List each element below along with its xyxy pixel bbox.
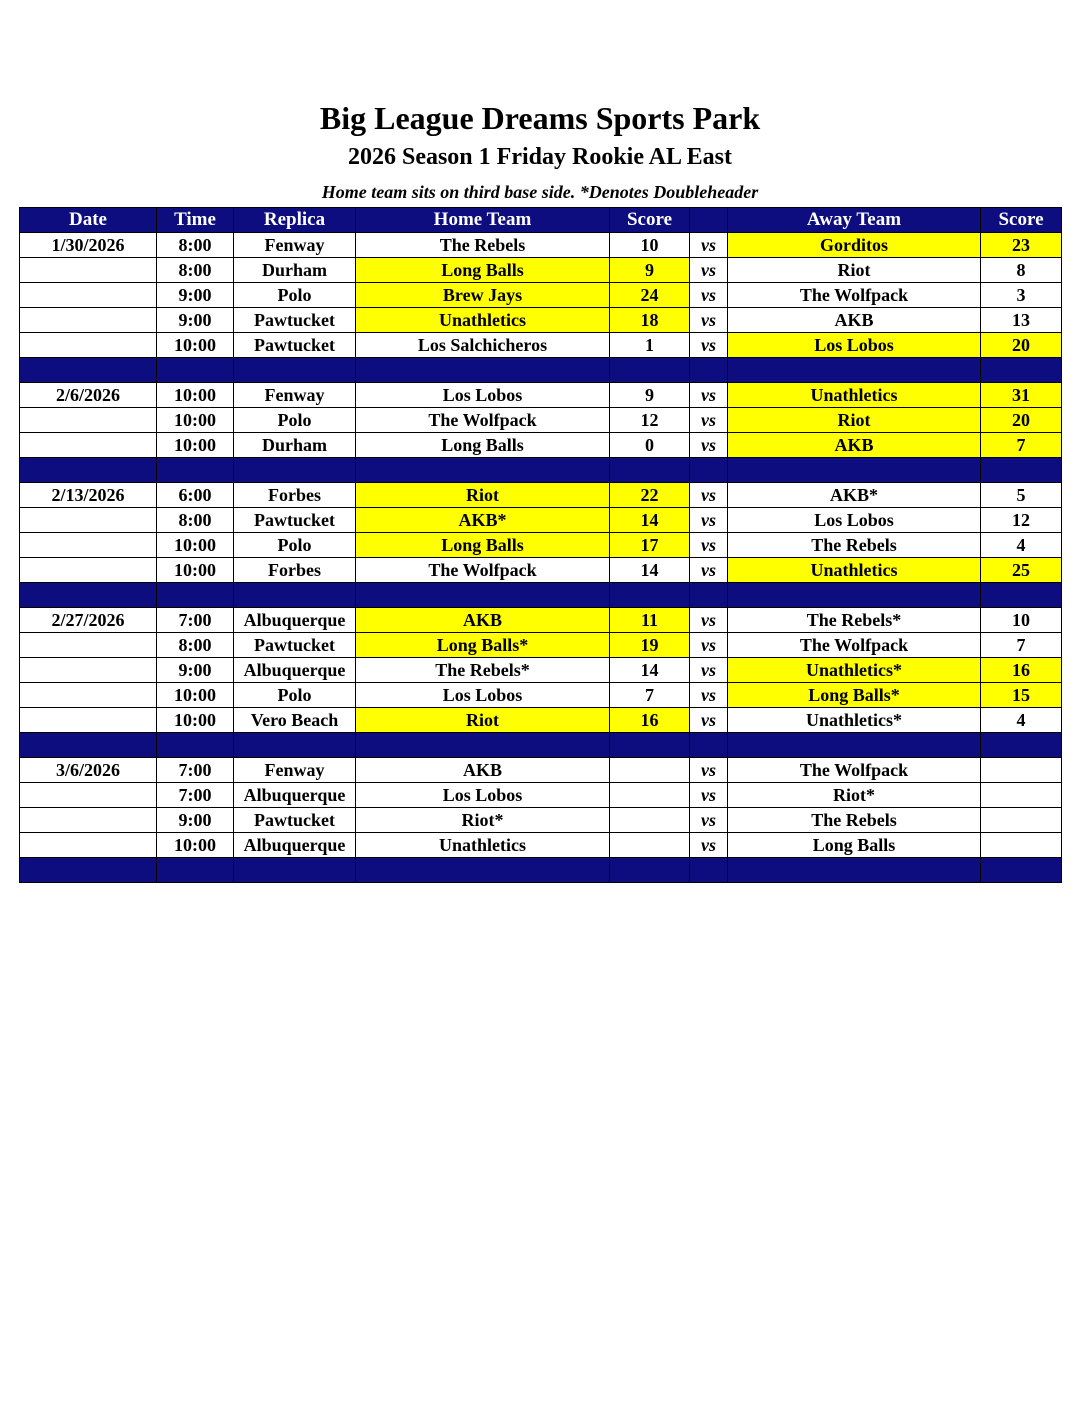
game-replica: Albuquerque xyxy=(234,783,356,808)
game-time: 10:00 xyxy=(157,558,234,583)
vs-label: vs xyxy=(690,608,728,633)
home-score: 16 xyxy=(610,708,690,733)
separator-cell xyxy=(20,858,157,883)
schedule-table xyxy=(19,207,1062,883)
away-team: The Rebels xyxy=(728,533,981,558)
vs-label: vs xyxy=(690,533,728,558)
separator-cell xyxy=(356,858,610,883)
game-replica: Fenway xyxy=(234,383,356,408)
vs-label: vs xyxy=(690,283,728,308)
away-team: Riot* xyxy=(728,783,981,808)
away-score: 20 xyxy=(981,333,1062,358)
separator-cell xyxy=(356,583,610,608)
col-date: Date xyxy=(20,208,157,233)
week-separator xyxy=(20,733,1062,758)
col-home-score: Score xyxy=(610,208,690,233)
away-team: Los Lobos xyxy=(728,508,981,533)
game-row xyxy=(20,383,1062,408)
game-date xyxy=(20,258,157,283)
game-date xyxy=(20,283,157,308)
game-row xyxy=(20,533,1062,558)
separator-cell xyxy=(610,458,690,483)
vs-label: vs xyxy=(690,433,728,458)
separator-cell xyxy=(20,733,157,758)
game-time: 9:00 xyxy=(157,808,234,833)
vs-label: vs xyxy=(690,383,728,408)
game-row xyxy=(20,308,1062,333)
game-replica: Albuquerque xyxy=(234,658,356,683)
home-score: 14 xyxy=(610,658,690,683)
game-date xyxy=(20,658,157,683)
game-replica: Polo xyxy=(234,283,356,308)
game-replica: Forbes xyxy=(234,558,356,583)
away-team: Long Balls* xyxy=(728,683,981,708)
separator-cell xyxy=(690,733,728,758)
col-home-team: Home Team xyxy=(356,208,610,233)
separator-cell xyxy=(157,358,234,383)
home-score: 11 xyxy=(610,608,690,633)
away-score: 4 xyxy=(981,533,1062,558)
game-date xyxy=(20,808,157,833)
game-time: 9:00 xyxy=(157,658,234,683)
home-score: 14 xyxy=(610,508,690,533)
col-away-score: Score xyxy=(981,208,1062,233)
separator-cell xyxy=(234,583,356,608)
home-team: AKB* xyxy=(356,508,610,533)
game-replica: Pawtucket xyxy=(234,308,356,333)
away-team: The Wolfpack xyxy=(728,758,981,783)
game-row xyxy=(20,608,1062,633)
home-team: The Rebels xyxy=(356,233,610,258)
game-row xyxy=(20,683,1062,708)
separator-cell xyxy=(610,358,690,383)
separator-cell xyxy=(690,458,728,483)
vs-label: vs xyxy=(690,508,728,533)
away-score xyxy=(981,783,1062,808)
game-row xyxy=(20,833,1062,858)
game-time: 10:00 xyxy=(157,833,234,858)
separator-cell xyxy=(20,583,157,608)
home-team: Long Balls* xyxy=(356,633,610,658)
game-replica: Fenway xyxy=(234,233,356,258)
game-date xyxy=(20,308,157,333)
vs-label: vs xyxy=(690,833,728,858)
separator-cell xyxy=(728,358,981,383)
game-row xyxy=(20,433,1062,458)
away-score xyxy=(981,758,1062,783)
away-team: The Rebels xyxy=(728,808,981,833)
away-team: Long Balls xyxy=(728,833,981,858)
separator-cell xyxy=(728,733,981,758)
home-team: The Wolfpack xyxy=(356,558,610,583)
game-row xyxy=(20,708,1062,733)
vs-label: vs xyxy=(690,258,728,283)
game-replica: Polo xyxy=(234,408,356,433)
home-team: AKB xyxy=(356,608,610,633)
header-row xyxy=(20,208,1062,233)
game-date xyxy=(20,558,157,583)
game-date xyxy=(20,533,157,558)
separator-cell xyxy=(981,858,1062,883)
separator-cell xyxy=(20,358,157,383)
away-team: Gorditos xyxy=(728,233,981,258)
vs-label: vs xyxy=(690,558,728,583)
week-separator xyxy=(20,583,1062,608)
home-team: The Wolfpack xyxy=(356,408,610,433)
game-row xyxy=(20,483,1062,508)
separator-cell xyxy=(157,858,234,883)
game-replica: Pawtucket xyxy=(234,333,356,358)
separator-cell xyxy=(610,583,690,608)
away-score: 12 xyxy=(981,508,1062,533)
home-team: AKB xyxy=(356,758,610,783)
game-date xyxy=(20,783,157,808)
away-score: 23 xyxy=(981,233,1062,258)
game-date: 2/13/2026 xyxy=(20,483,157,508)
separator-cell xyxy=(234,858,356,883)
game-time: 8:00 xyxy=(157,233,234,258)
separator-cell xyxy=(356,358,610,383)
separator-cell xyxy=(234,458,356,483)
separator-cell xyxy=(690,583,728,608)
separator-cell xyxy=(981,458,1062,483)
game-replica: Forbes xyxy=(234,483,356,508)
game-time: 10:00 xyxy=(157,433,234,458)
home-score: 12 xyxy=(610,408,690,433)
away-team: The Rebels* xyxy=(728,608,981,633)
separator-cell xyxy=(234,733,356,758)
game-date: 2/6/2026 xyxy=(20,383,157,408)
game-time: 6:00 xyxy=(157,483,234,508)
home-team: Riot xyxy=(356,708,610,733)
game-row xyxy=(20,408,1062,433)
home-score xyxy=(610,758,690,783)
week-separator xyxy=(20,458,1062,483)
game-date xyxy=(20,833,157,858)
home-score xyxy=(610,783,690,808)
game-time: 10:00 xyxy=(157,683,234,708)
game-replica: Polo xyxy=(234,683,356,708)
away-score: 13 xyxy=(981,308,1062,333)
separator-cell xyxy=(356,458,610,483)
away-score: 15 xyxy=(981,683,1062,708)
separator-cell xyxy=(690,858,728,883)
home-team: Los Lobos xyxy=(356,383,610,408)
game-row xyxy=(20,658,1062,683)
away-team: Unathletics xyxy=(728,558,981,583)
away-score: 20 xyxy=(981,408,1062,433)
game-row xyxy=(20,558,1062,583)
home-score: 24 xyxy=(610,283,690,308)
game-time: 9:00 xyxy=(157,283,234,308)
separator-cell xyxy=(981,733,1062,758)
game-row xyxy=(20,233,1062,258)
away-team: Los Lobos xyxy=(728,333,981,358)
game-row xyxy=(20,758,1062,783)
home-team: The Rebels* xyxy=(356,658,610,683)
home-score xyxy=(610,833,690,858)
vs-label: vs xyxy=(690,808,728,833)
away-score xyxy=(981,808,1062,833)
game-replica: Vero Beach xyxy=(234,708,356,733)
home-team: Long Balls xyxy=(356,258,610,283)
away-score: 25 xyxy=(981,558,1062,583)
week-separator xyxy=(20,858,1062,883)
game-row xyxy=(20,808,1062,833)
game-replica: Pawtucket xyxy=(234,508,356,533)
away-score: 8 xyxy=(981,258,1062,283)
game-date xyxy=(20,333,157,358)
game-date xyxy=(20,708,157,733)
away-team: AKB* xyxy=(728,483,981,508)
game-date: 2/27/2026 xyxy=(20,608,157,633)
away-score: 10 xyxy=(981,608,1062,633)
game-replica: Fenway xyxy=(234,758,356,783)
vs-label: vs xyxy=(690,683,728,708)
separator-cell xyxy=(157,733,234,758)
separator-cell xyxy=(20,458,157,483)
vs-label: vs xyxy=(690,633,728,658)
separator-cell xyxy=(981,358,1062,383)
home-team: Riot xyxy=(356,483,610,508)
home-score: 9 xyxy=(610,258,690,283)
schedule-body xyxy=(20,233,1062,883)
away-score: 31 xyxy=(981,383,1062,408)
page-title: Big League Dreams Sports Park xyxy=(319,100,761,136)
game-time: 10:00 xyxy=(157,333,234,358)
game-time: 9:00 xyxy=(157,308,234,333)
separator-cell xyxy=(690,358,728,383)
home-score: 0 xyxy=(610,433,690,458)
game-time: 10:00 xyxy=(157,383,234,408)
page-subtitle: 2026 Season 1 Friday Rookie AL East xyxy=(347,144,733,170)
home-team: Los Lobos xyxy=(356,683,610,708)
game-row xyxy=(20,633,1062,658)
home-team: Riot* xyxy=(356,808,610,833)
home-team: Los Salchicheros xyxy=(356,333,610,358)
away-team: Unathletics xyxy=(728,383,981,408)
game-date xyxy=(20,633,157,658)
vs-label: vs xyxy=(690,758,728,783)
col-vs xyxy=(690,208,728,233)
separator-cell xyxy=(728,858,981,883)
game-time: 7:00 xyxy=(157,608,234,633)
vs-label: vs xyxy=(690,483,728,508)
game-date xyxy=(20,433,157,458)
vs-label: vs xyxy=(690,233,728,258)
away-score: 4 xyxy=(981,708,1062,733)
game-time: 10:00 xyxy=(157,408,234,433)
game-replica: Pawtucket xyxy=(234,808,356,833)
doubleheader-note: Home team sits on third base side. *Denotes Doubleheader xyxy=(321,182,759,202)
away-team: AKB xyxy=(728,433,981,458)
game-time: 10:00 xyxy=(157,533,234,558)
game-time: 7:00 xyxy=(157,783,234,808)
away-team: Unathletics* xyxy=(728,708,981,733)
game-row xyxy=(20,283,1062,308)
home-score: 18 xyxy=(610,308,690,333)
away-score: 3 xyxy=(981,283,1062,308)
away-score: 16 xyxy=(981,658,1062,683)
game-row xyxy=(20,508,1062,533)
away-score: 5 xyxy=(981,483,1062,508)
game-replica: Pawtucket xyxy=(234,633,356,658)
vs-label: vs xyxy=(690,308,728,333)
home-score: 22 xyxy=(610,483,690,508)
away-team: Riot xyxy=(728,408,981,433)
home-score: 1 xyxy=(610,333,690,358)
game-time: 8:00 xyxy=(157,258,234,283)
home-team: Unathletics xyxy=(356,308,610,333)
vs-label: vs xyxy=(690,708,728,733)
col-time: Time xyxy=(157,208,234,233)
separator-cell xyxy=(610,733,690,758)
separator-cell xyxy=(356,733,610,758)
game-replica: Albuquerque xyxy=(234,833,356,858)
away-team: The Wolfpack xyxy=(728,633,981,658)
vs-label: vs xyxy=(690,408,728,433)
vs-label: vs xyxy=(690,658,728,683)
game-date xyxy=(20,408,157,433)
home-team: Los Lobos xyxy=(356,783,610,808)
away-score: 7 xyxy=(981,633,1062,658)
separator-cell xyxy=(157,458,234,483)
game-date: 1/30/2026 xyxy=(20,233,157,258)
game-date: 3/6/2026 xyxy=(20,758,157,783)
home-score: 7 xyxy=(610,683,690,708)
separator-cell xyxy=(157,583,234,608)
game-date xyxy=(20,683,157,708)
away-team: AKB xyxy=(728,308,981,333)
home-score: 9 xyxy=(610,383,690,408)
game-replica: Polo xyxy=(234,533,356,558)
game-date xyxy=(20,508,157,533)
home-score: 19 xyxy=(610,633,690,658)
game-time: 8:00 xyxy=(157,633,234,658)
away-score: 7 xyxy=(981,433,1062,458)
home-team: Unathletics xyxy=(356,833,610,858)
away-team: Riot xyxy=(728,258,981,283)
game-time: 8:00 xyxy=(157,508,234,533)
game-row xyxy=(20,333,1062,358)
game-time: 7:00 xyxy=(157,758,234,783)
vs-label: vs xyxy=(690,333,728,358)
game-row xyxy=(20,258,1062,283)
away-team: Unathletics* xyxy=(728,658,981,683)
home-team: Long Balls xyxy=(356,533,610,558)
home-score: 14 xyxy=(610,558,690,583)
separator-cell xyxy=(234,358,356,383)
away-team: The Wolfpack xyxy=(728,283,981,308)
game-replica: Albuquerque xyxy=(234,608,356,633)
home-team: Long Balls xyxy=(356,433,610,458)
home-score: 10 xyxy=(610,233,690,258)
separator-cell xyxy=(728,458,981,483)
separator-cell xyxy=(728,583,981,608)
col-replica: Replica xyxy=(234,208,356,233)
separator-cell xyxy=(981,583,1062,608)
col-away-team: Away Team xyxy=(728,208,981,233)
game-row xyxy=(20,783,1062,808)
away-score xyxy=(981,833,1062,858)
game-replica: Durham xyxy=(234,433,356,458)
game-time: 10:00 xyxy=(157,708,234,733)
separator-cell xyxy=(610,858,690,883)
vs-label: vs xyxy=(690,783,728,808)
home-score xyxy=(610,808,690,833)
home-score: 17 xyxy=(610,533,690,558)
week-separator xyxy=(20,358,1062,383)
home-team: Brew Jays xyxy=(356,283,610,308)
game-replica: Durham xyxy=(234,258,356,283)
